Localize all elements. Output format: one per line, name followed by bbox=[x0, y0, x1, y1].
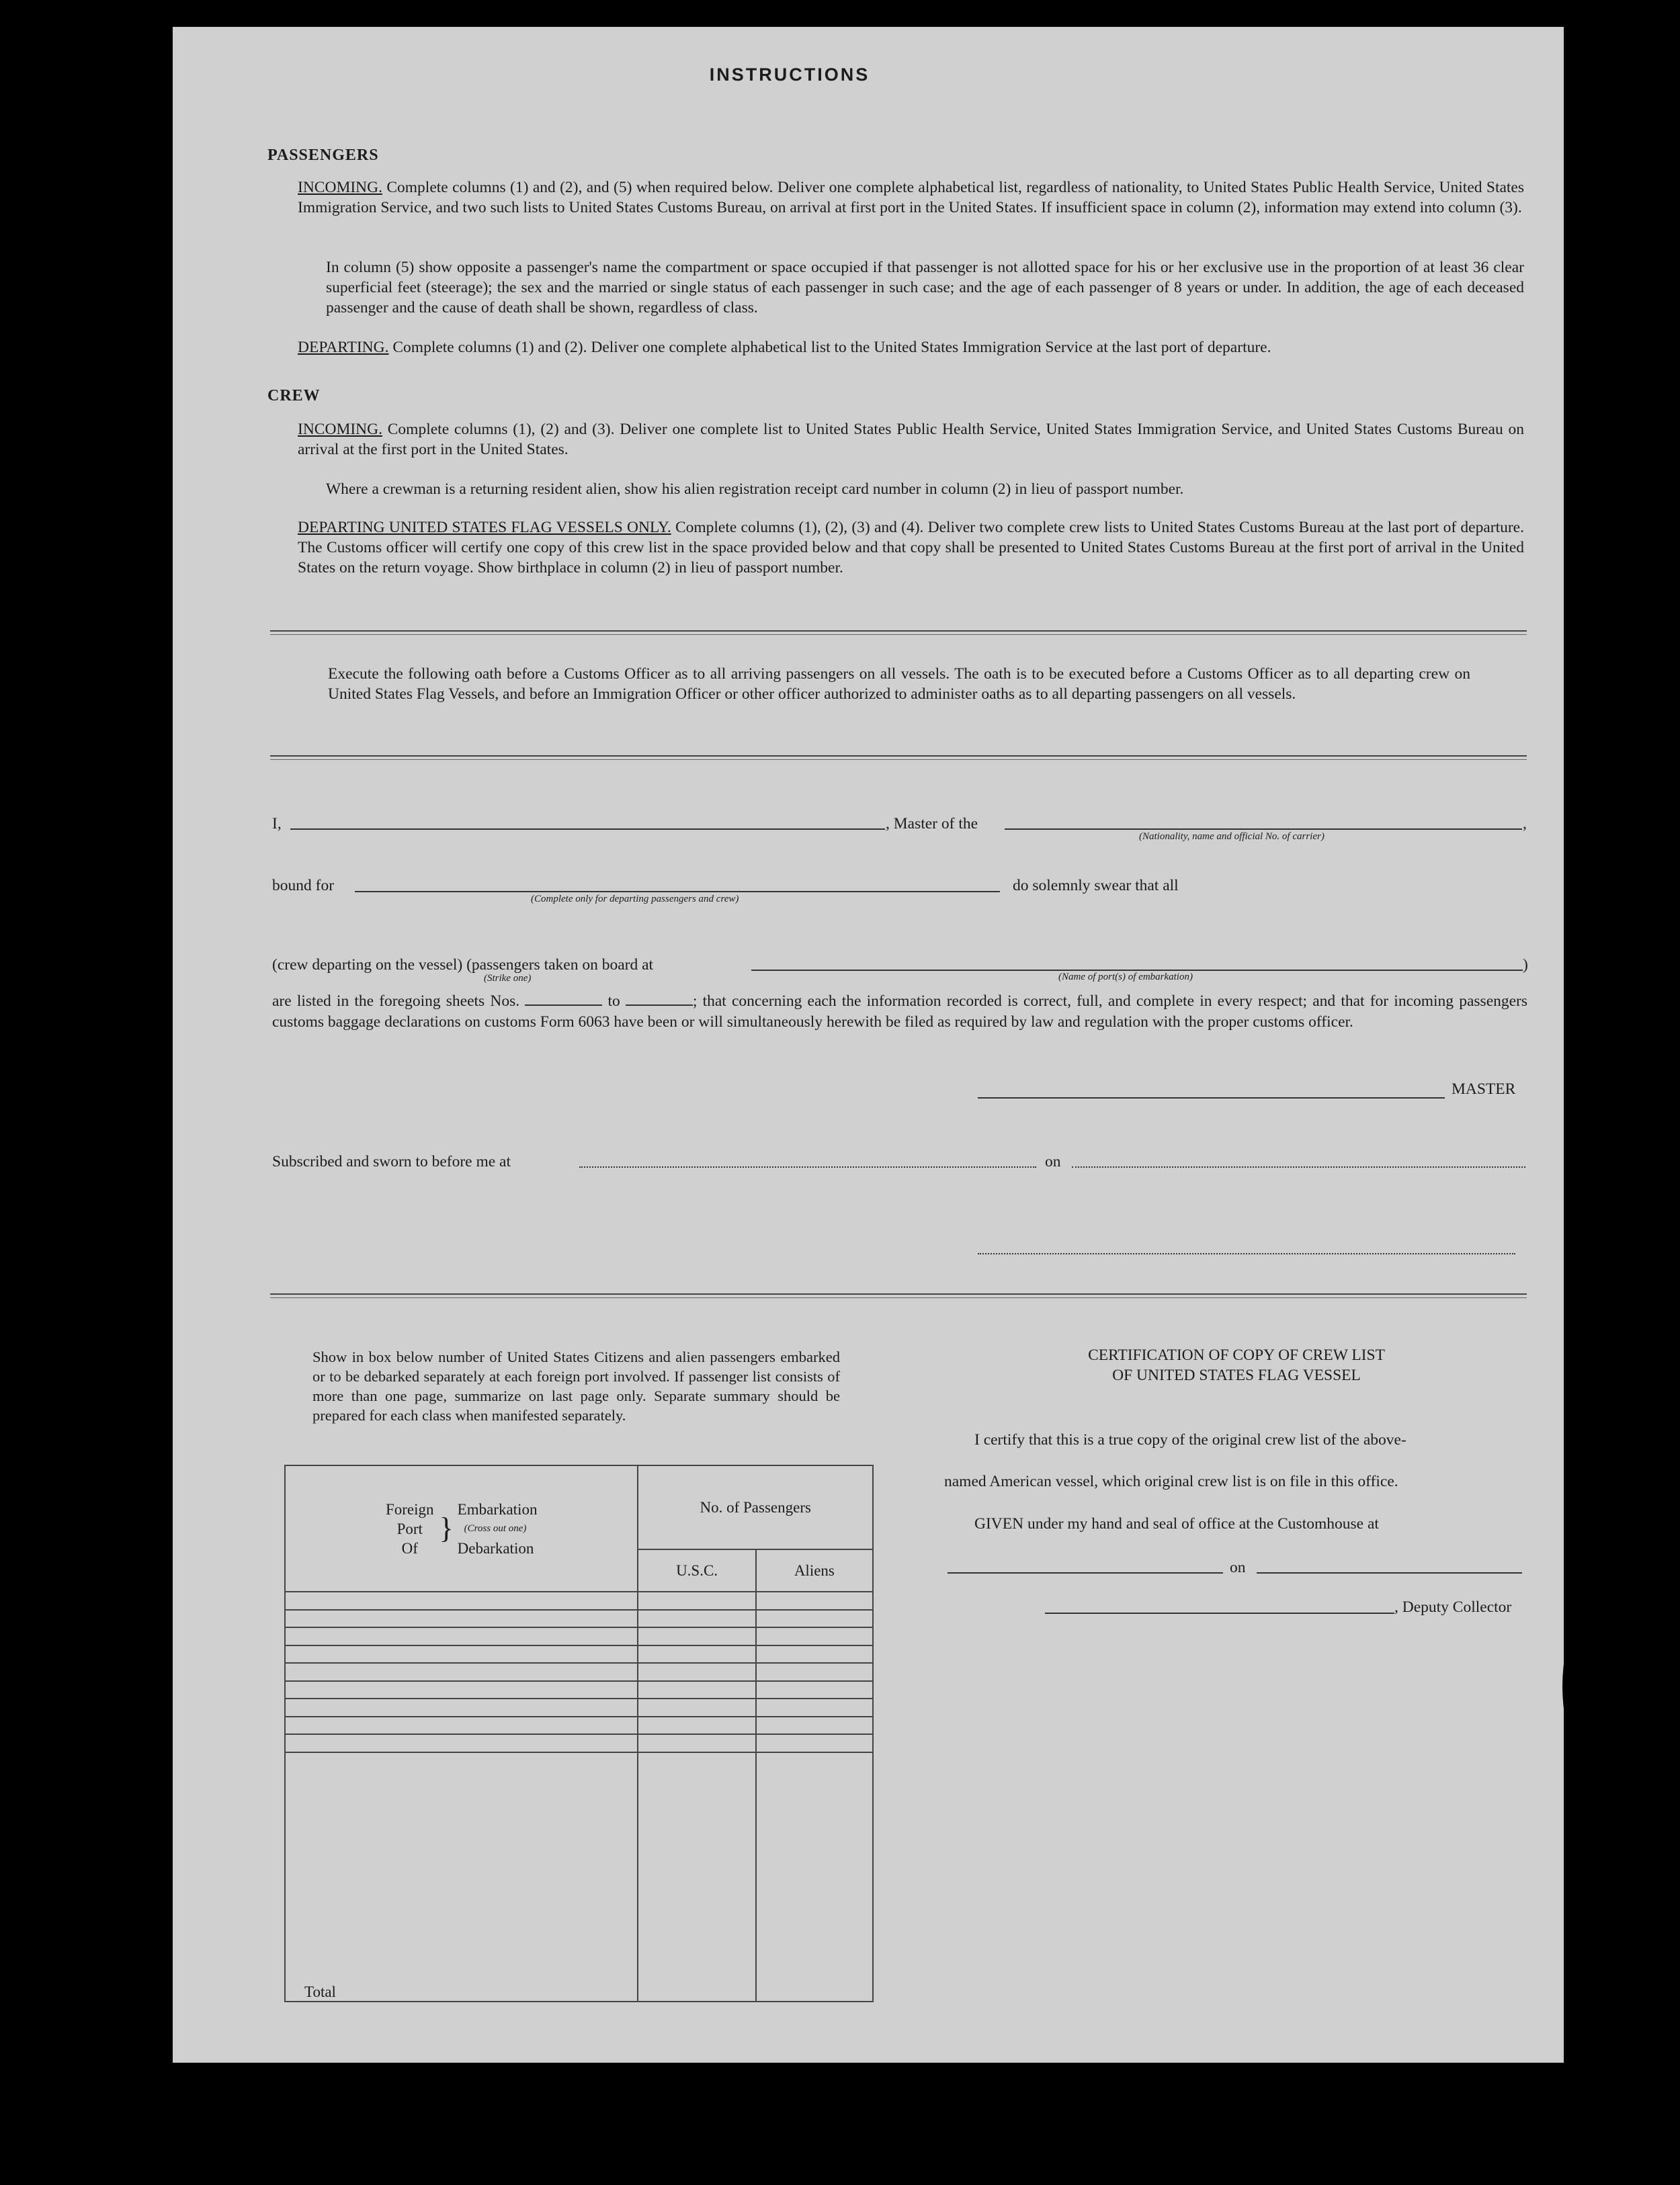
subscribed-label: Subscribed and sworn to before me at bbox=[272, 1153, 511, 1170]
oath-close-paren: ) bbox=[1523, 956, 1528, 974]
passengers-departing-label: DEPARTING. bbox=[298, 339, 389, 356]
passengers-incoming bbox=[298, 177, 1524, 218]
certification-title-line2: OF UNITED STATES FLAG VESSEL bbox=[1112, 1367, 1361, 1384]
usc-cell[interactable] bbox=[638, 1717, 755, 1735]
port-header bbox=[285, 1465, 638, 1592]
crew-departing bbox=[298, 517, 1524, 578]
master-name-field[interactable] bbox=[290, 828, 885, 830]
cert-date-field[interactable] bbox=[1257, 1572, 1522, 1574]
summary-instructions: Show in box below number of United States Citizens and alien passengers embarked or to be debarked separately at each foreign port involved. If passenger list consists of more than one page, summarize on last page only. Separate summary should be prepared for each class when manifested separately. bbox=[312, 1348, 840, 1424]
aliens-cell[interactable] bbox=[756, 1627, 873, 1645]
passengers-departing bbox=[298, 337, 1524, 357]
strike-one-note: (Strike one) bbox=[484, 973, 532, 984]
col-of: Of bbox=[401, 1539, 418, 1557]
bound-for-field[interactable] bbox=[355, 891, 1000, 892]
divider bbox=[270, 630, 1527, 635]
passengers-incoming-text: Complete columns (1) and (2), and (5) when required below. Deliver one complete alphabetical list, regardless of nationality, to United States Public Health Service, United States Immigration Service, and two such lists to United States Customs Bureau, on arrival at first port in the United States. If insufficient space in column (2), information may extend into column (3). bbox=[298, 179, 1525, 216]
page-title: INSTRUCTIONS bbox=[709, 65, 870, 85]
sworn-date-field[interactable] bbox=[1072, 1166, 1525, 1168]
embarkation-ports-field[interactable] bbox=[751, 970, 1523, 971]
port-cell[interactable] bbox=[285, 1717, 638, 1735]
usc-cell[interactable] bbox=[638, 1681, 755, 1699]
col-foreign: Foreign bbox=[385, 1500, 434, 1518]
passengers-column5: In column (5) show opposite a passenger's name the compartment or space occupied if that passenger is not allotted space for his or her exclusive use in the proportion of at least 36 clear superficial feet (steerage); the sex and the married or single status of each passenger in such case; and the age of each passenger of 8 years or under. In addition, the age of each deceased passenger and the cause of death shall be shown, regardless of class. bbox=[326, 259, 1524, 316]
listed-text: ; that concerning each the information recorded is correct, full, and complete in every respect; and that for incoming passengers customs baggage declarations on customs Form 6063 have been or will simultaneously herewith be filed as required by law and regulation with the proper customs officer. bbox=[272, 992, 1528, 1031]
certification-title bbox=[941, 1345, 1532, 1385]
oath-master-of: , Master of the bbox=[886, 815, 978, 832]
aliens-cell[interactable] bbox=[756, 1610, 873, 1628]
usc-cell[interactable] bbox=[638, 1610, 755, 1628]
oath-i: I, bbox=[272, 815, 282, 832]
port-cell[interactable] bbox=[285, 1610, 638, 1628]
passenger-summary-table bbox=[284, 1465, 874, 2002]
aliens-cell[interactable] bbox=[756, 1645, 873, 1664]
port-cell[interactable] bbox=[285, 1663, 638, 1681]
aliens-cell[interactable] bbox=[756, 1717, 873, 1735]
passengers-heading: PASSENGERS bbox=[267, 146, 379, 164]
oath-crew-passengers: (crew departing on the vessel) (passengers taken on board at bbox=[272, 956, 654, 974]
passengers-departing-text: Complete columns (1) and (2). Deliver one complete alphabetical list to the United States Immigration Service at the last port of departure. bbox=[392, 339, 1271, 356]
usc-total-cell[interactable] bbox=[638, 1752, 755, 2002]
oath-bound-for: bound for bbox=[272, 877, 335, 894]
aliens-cell[interactable] bbox=[756, 1734, 873, 1752]
divider bbox=[270, 1293, 1527, 1298]
col-embarkation: Embarkation bbox=[457, 1500, 538, 1518]
listed-prefix: are listed in the foregoing sheets Nos. bbox=[272, 992, 520, 1010]
deputy-signature-field[interactable] bbox=[1045, 1613, 1394, 1614]
ports-note: (Name of port(s) of embarkation) bbox=[1058, 972, 1193, 982]
torn-edge bbox=[1562, 1586, 1670, 1787]
port-cell[interactable] bbox=[285, 1627, 638, 1645]
oath-swear: do solemnly swear that all bbox=[1013, 877, 1179, 894]
port-cell[interactable] bbox=[285, 1645, 638, 1664]
sworn-on-label: on bbox=[1045, 1153, 1061, 1170]
divider bbox=[270, 755, 1527, 760]
usc-cell[interactable] bbox=[638, 1699, 755, 1717]
deputy-label: , Deputy Collector bbox=[1394, 1598, 1512, 1616]
cert-on-label: on bbox=[1230, 1559, 1246, 1576]
customhouse-field[interactable] bbox=[948, 1572, 1223, 1574]
comma: , bbox=[1523, 815, 1527, 832]
crew-departing-text: Complete columns (1), (2), (3) and (4). Deliver two complete crew lists to United States Customs Bureau at the last port of departure. The Customs officer will certify one copy of this crew list in the space provided below and that copy shall be presented to United States Customs Bureau at the first port of arrival in the United States on the return voyage. Show birthplace in column (2) in lieu of passport number. bbox=[298, 519, 1524, 576]
bound-note: (Complete only for departing passengers and crew) bbox=[531, 894, 739, 904]
usc-header: U.S.C. bbox=[638, 1549, 755, 1592]
usc-cell[interactable] bbox=[638, 1592, 755, 1610]
usc-cell[interactable] bbox=[638, 1663, 755, 1681]
port-cell[interactable] bbox=[285, 1681, 638, 1699]
certify-line: I certify that this is a true copy of the original crew list of the above- bbox=[974, 1431, 1406, 1449]
crew-heading: CREW bbox=[267, 387, 321, 404]
certification-title-line1: CERTIFICATION OF COPY OF CREW LIST bbox=[1088, 1346, 1385, 1364]
crew-incoming-text: Complete columns (1), (2) and (3). Deliver one complete list to United States Public Health Service, United States Immigration Service, and United States Customs Bureau on arrival at the first port in the United States. bbox=[298, 421, 1524, 458]
aliens-cell[interactable] bbox=[756, 1592, 873, 1610]
port-cell[interactable] bbox=[285, 1699, 638, 1717]
nationality-note: (Nationality, name and official No. of carrier) bbox=[1139, 831, 1325, 842]
aliens-total-cell[interactable] bbox=[756, 1752, 873, 2002]
crew-departing-label: DEPARTING UNITED STATES FLAG VESSELS ONLY. bbox=[298, 519, 671, 536]
aliens-cell[interactable] bbox=[756, 1699, 873, 1717]
port-cell[interactable] bbox=[285, 1592, 638, 1610]
crew-incoming-label: INCOMING. bbox=[298, 421, 382, 438]
carrier-field[interactable] bbox=[1005, 828, 1522, 830]
given-line: GIVEN under my hand and seal of office at the Customhouse at bbox=[974, 1515, 1379, 1533]
sworn-place-field[interactable] bbox=[579, 1166, 1036, 1168]
crew-resident: Where a crewman is a returning resident alien, show his alien registration receipt card number in column (2) in lieu of passport number. bbox=[326, 480, 1184, 498]
oath-instructions: Execute the following oath before a Customs Officer as to all arriving passengers on all vessels. The oath is to be executed before a Customs Officer as to all departing crew on United States Flag Vessels, and before an Immigration Officer or other officer authorized to administer oaths as to all departing passengers on all vessels. bbox=[328, 665, 1470, 703]
aliens-cell[interactable] bbox=[756, 1681, 873, 1699]
master-label: MASTER bbox=[1452, 1080, 1516, 1098]
aliens-cell[interactable] bbox=[756, 1663, 873, 1681]
crew-incoming bbox=[298, 419, 1524, 460]
usc-cell[interactable] bbox=[638, 1734, 755, 1752]
col-debarkation: Debarkation bbox=[457, 1539, 534, 1557]
oath-listed bbox=[272, 991, 1527, 1033]
listed-to: to bbox=[607, 992, 620, 1010]
usc-cell[interactable] bbox=[638, 1645, 755, 1664]
master-signature-field[interactable] bbox=[978, 1097, 1445, 1099]
passengers-incoming-label: INCOMING. bbox=[298, 179, 382, 196]
sheet-from-field[interactable] bbox=[525, 991, 602, 1006]
officer-signature-field[interactable] bbox=[978, 1253, 1515, 1254]
named-line: named American vessel, which original crew list is on file in this office. bbox=[944, 1473, 1398, 1490]
aliens-header: Aliens bbox=[756, 1549, 873, 1592]
col-port: Port bbox=[396, 1520, 423, 1537]
port-cell[interactable] bbox=[285, 1734, 638, 1752]
total-label: Total bbox=[285, 1752, 638, 2002]
brace-icon: } bbox=[439, 1512, 454, 1545]
passengers-header: No. of Passengers bbox=[638, 1465, 873, 1549]
sheet-to-field[interactable] bbox=[626, 991, 693, 1006]
usc-cell[interactable] bbox=[638, 1627, 755, 1645]
col-cross: (Cross out one) bbox=[464, 1523, 527, 1534]
